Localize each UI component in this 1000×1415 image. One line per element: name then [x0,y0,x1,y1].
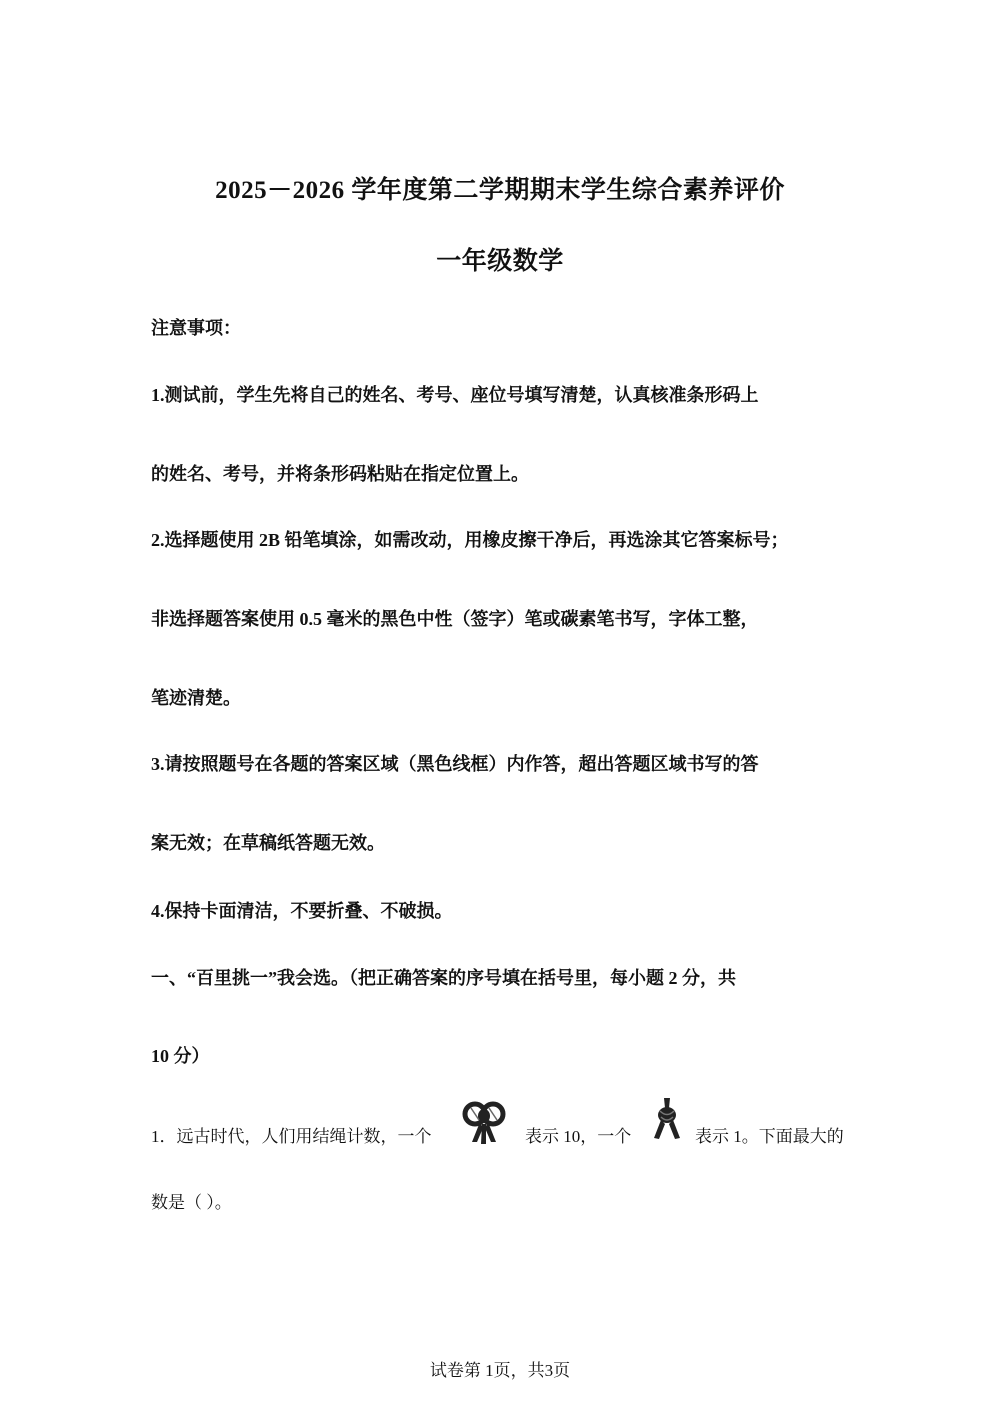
single-knot-icon [650,1096,684,1142]
question-1-text-c: 表示 1。下面最大的 [695,1127,844,1146]
note-line-6: 3.请按照题号在各题的答案区域（黑色线框）内作答，超出答题区域书写的答 [151,754,759,774]
note-line-7: 案无效；在草稿纸答题无效。 [151,833,385,853]
note-line-1: 1.测试前，学生先将自己的姓名、考号、座位号填写清楚，认真核准条形码上 [151,385,759,405]
question-1-text-b: 表示 10，一个 [525,1127,632,1146]
note-line-8: 4.保持卡面清洁，不要折叠、不破损。 [151,901,453,921]
section-heading-line-1: 一、“百里挑一”我会选。（把正确答案的序号填在括号里，每小题 2 分，共 [151,968,736,988]
question-1-line-2: 数是（ ）。 [151,1193,232,1212]
double-knot-icon [458,1098,512,1146]
exam-title: 2025－2026 学年度第二学期期末学生综合素养评价 [215,177,785,204]
note-line-2: 的姓名、考号，并将条形码粘贴在指定位置上。 [151,464,529,484]
section-heading-line-2: 10 分） [151,1046,210,1066]
question-1-text-a: 1．远古时代，人们用结绳计数，一个 [151,1127,432,1146]
note-line-4: 非选择题答案使用 0.5 毫米的黑色中性（签字）笔或碳素笔书写，字体工整， [151,609,759,629]
exam-subtitle: 一年级数学 [436,248,564,275]
page-footer: 试卷第 1页，共3页 [429,1361,571,1380]
note-line-3: 2.选择题使用 2B 铅笔填涂，如需改动，用橡皮擦干净后，再选涂其它答案标号； [151,530,789,550]
note-line-5: 笔迹清楚。 [151,688,241,708]
notes-heading: 注意事项： [151,318,241,338]
